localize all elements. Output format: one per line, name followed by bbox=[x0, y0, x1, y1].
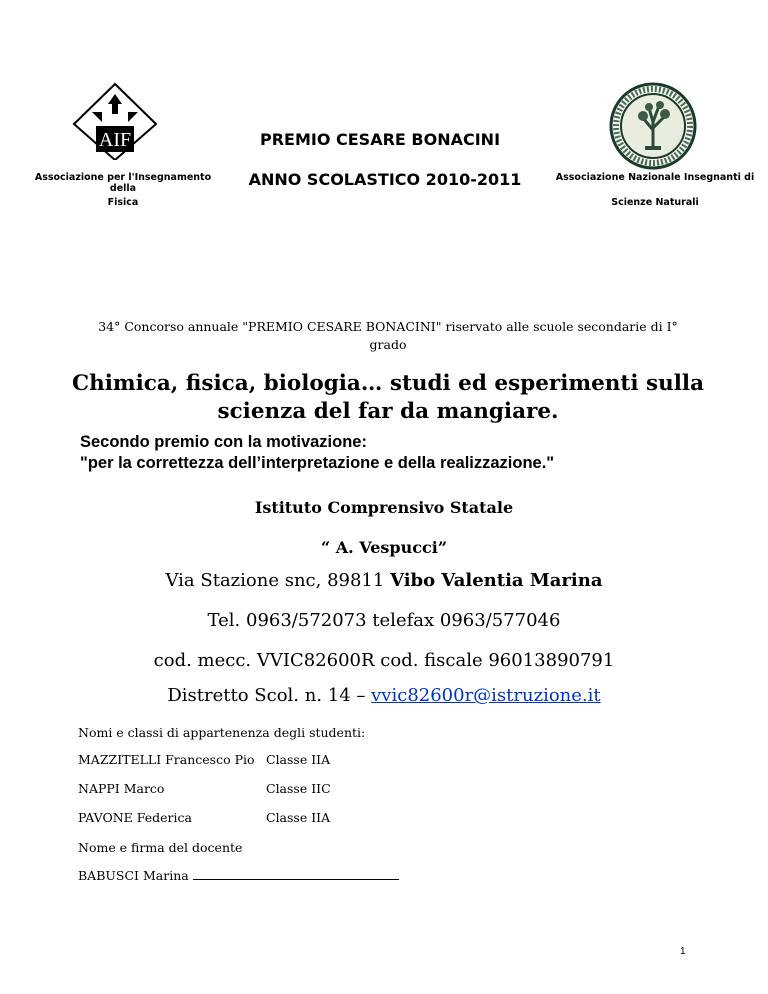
teacher-signature-row bbox=[78, 868, 399, 883]
anisn-caption-2: Scienze Naturali bbox=[611, 197, 699, 208]
school-year: ANNO SCOLASTICO 2010-2011 bbox=[248, 170, 522, 189]
school-name: “ A. Vespucci” bbox=[320, 538, 448, 557]
aif-caption-2: Fisica bbox=[107, 197, 139, 208]
subject-heading bbox=[70, 370, 706, 426]
anisn-caption: Associazione Nazionale Insegnanti di bbox=[555, 172, 755, 183]
teacher-label: Nome e firma del docente bbox=[78, 840, 243, 855]
student-name: MAZZITELLI Francesco Pio bbox=[78, 752, 255, 767]
school-phone: Tel. 0963/572073 telefax 0963/577046 bbox=[207, 610, 561, 631]
contest-line-1: 34° Concorso annuale "PREMIO CESARE BONACINI" riservato alle scuole secondarie di I° bbox=[98, 319, 678, 334]
student-class: Classe IIA bbox=[266, 810, 331, 825]
signature-line bbox=[193, 869, 399, 880]
anisn-seal bbox=[609, 82, 697, 170]
aif-caption: Associazione per l'Insegnamento della bbox=[34, 172, 212, 194]
student-name: NAPPI Marco bbox=[78, 781, 165, 796]
page-title: PREMIO CESARE BONACINI bbox=[259, 130, 501, 149]
school-type: Istituto Comprensivo Statale bbox=[254, 498, 514, 517]
aif-logo-text: AIF bbox=[98, 129, 132, 151]
teacher-name: BABUSCI Marina bbox=[78, 868, 189, 883]
subject-line-1: Chimica, fisica, biologia… studi ed esperimenti sulla bbox=[71, 371, 705, 396]
subject-line-2: scienza del far da mangiare. bbox=[217, 399, 559, 424]
prize-line-1: Secondo premio con la motivazione: bbox=[80, 433, 367, 451]
student-class: Classe IIC bbox=[266, 781, 331, 796]
prize-motivation bbox=[80, 432, 740, 474]
school-codes: cod. mecc. VVIC82600R cod. fiscale 96013890791 bbox=[153, 650, 615, 671]
address-street: Via Stazione snc, 89811 bbox=[165, 570, 391, 591]
student-class: Classe IIA bbox=[266, 752, 331, 767]
school-address bbox=[0, 570, 768, 591]
contest-line-2: grado bbox=[369, 337, 407, 352]
district-label: Distretto Scol. n. 14 – bbox=[167, 685, 372, 706]
address-city: Vibo Valentia Marina bbox=[390, 570, 603, 591]
page-number: 1 bbox=[680, 946, 686, 957]
email-link[interactable]: vvic82600r@istruzione.it bbox=[371, 685, 601, 706]
anisn-seal-graphic bbox=[609, 82, 697, 170]
school-district bbox=[0, 685, 768, 706]
contest-description bbox=[78, 318, 698, 354]
prize-line-2: "per la correttezza dell’interpretazione e della realizzazione." bbox=[80, 454, 555, 472]
aif-logo-graphic bbox=[72, 82, 158, 160]
aif-logo bbox=[72, 82, 158, 160]
students-label: Nomi e classi di appartenenza degli studenti: bbox=[78, 725, 366, 740]
student-name: PAVONE Federica bbox=[78, 810, 192, 825]
